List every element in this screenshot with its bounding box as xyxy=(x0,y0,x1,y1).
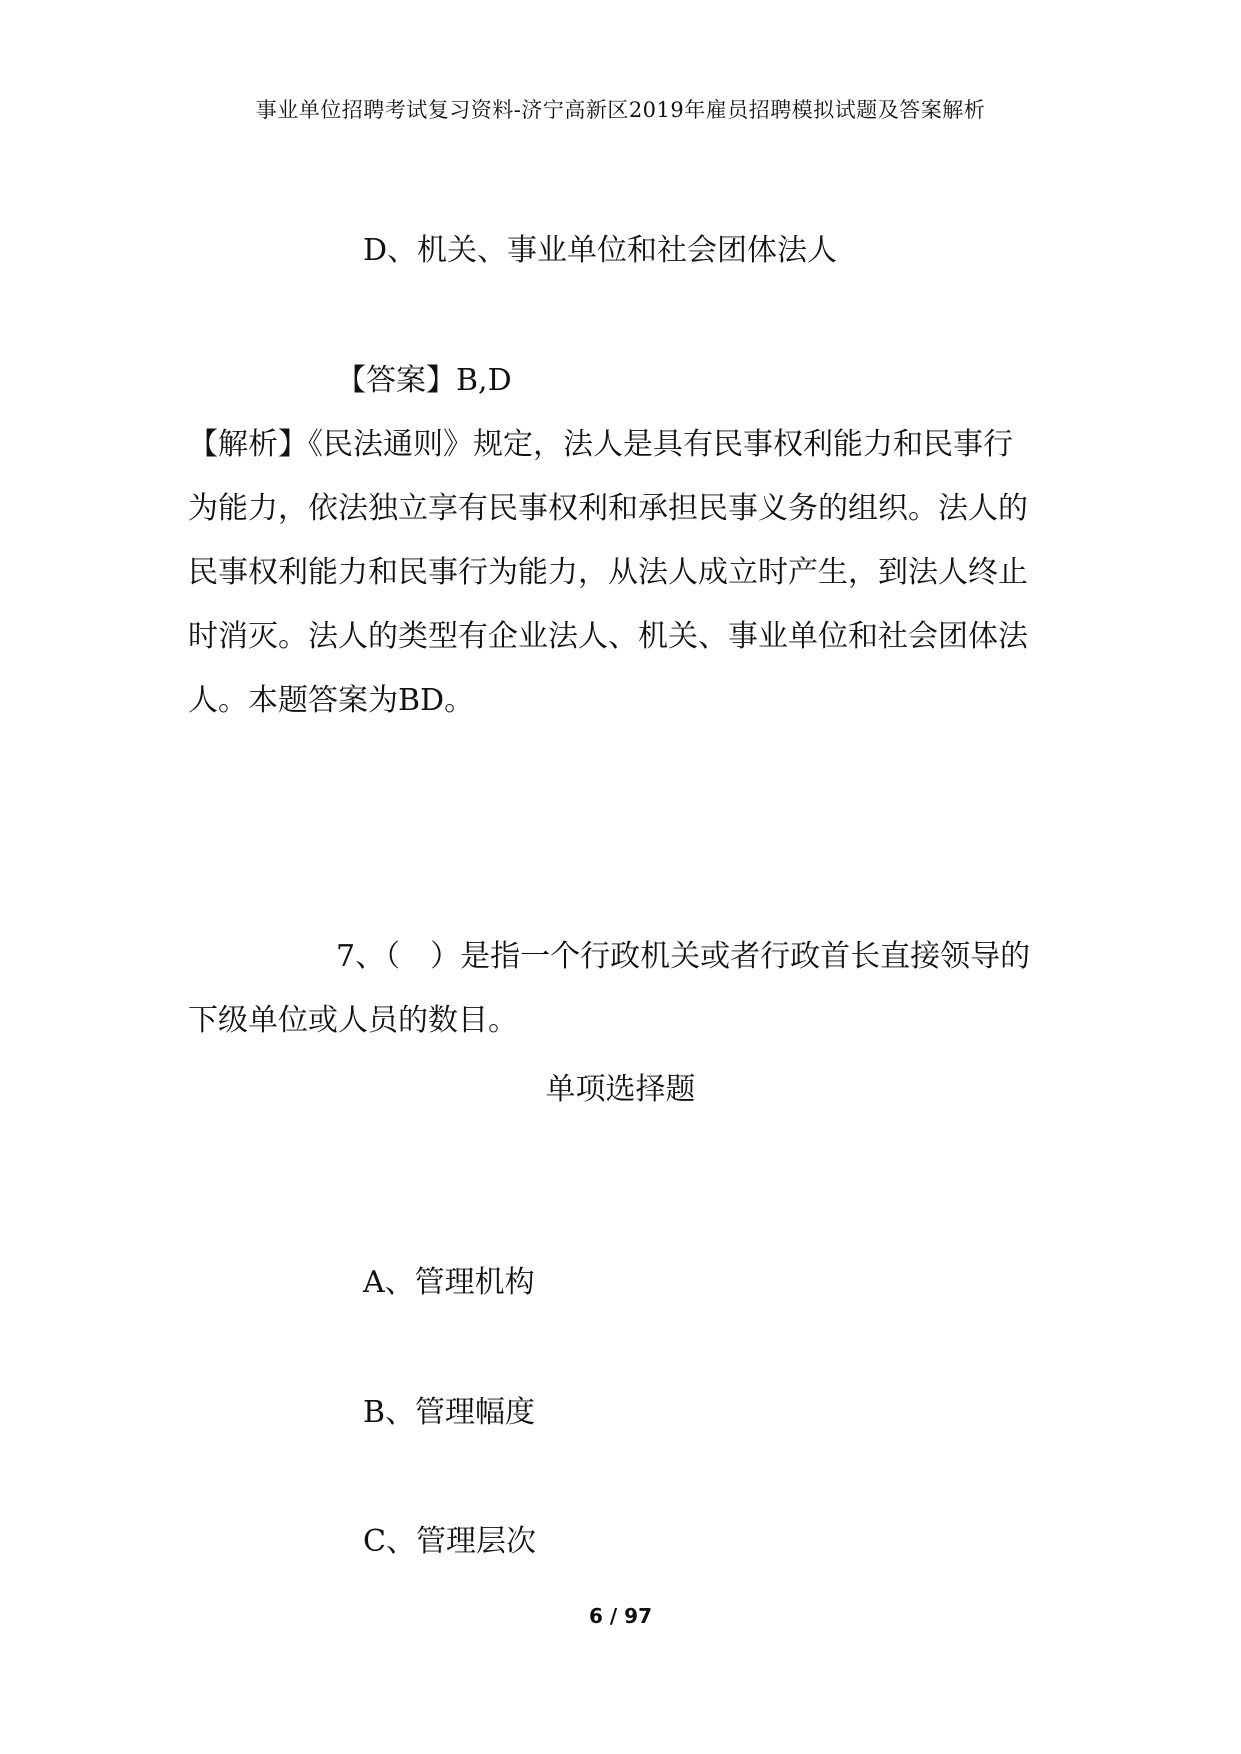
explanation-line: 民事权利能力和民事行为能力，从法人成立时产生，到法人终止 xyxy=(188,555,1028,590)
explanation-line: 【解析】《民法通则》规定，法人是具有民事权利能力和民事行 xyxy=(188,427,1013,462)
option-c: C、管理层次 xyxy=(363,1524,536,1559)
question-type-label: 单项选择题 xyxy=(545,1072,696,1107)
page-header: 事业单位招聘考试复习资料-济宁高新区2019年雇员招聘模拟试题及答案解析 xyxy=(255,98,986,122)
question-stem-line-2: 下级单位或人员的数目。 xyxy=(188,1003,518,1038)
answer-line: 【答案】B,D xyxy=(336,363,512,398)
option-b: B、管理幅度 xyxy=(363,1395,536,1430)
explanation-line: 人。本题答案为BD。 xyxy=(188,683,475,718)
option-a: A、管理机构 xyxy=(363,1265,535,1300)
page-number: 6 / 97 xyxy=(589,1604,652,1628)
question-stem-line-1: 7、（ ）是指一个行政机关或者行政首长直接领导的 xyxy=(336,939,1031,974)
option-d-previous: D、机关、事业单位和社会团体法人 xyxy=(363,233,838,268)
explanation-line: 时消灭。法人的类型有企业法人、机关、事业单位和社会团体法 xyxy=(188,619,1028,654)
explanation-line: 为能力，依法独立享有民事权利和承担民事义务的组织。法人的 xyxy=(188,491,1028,526)
